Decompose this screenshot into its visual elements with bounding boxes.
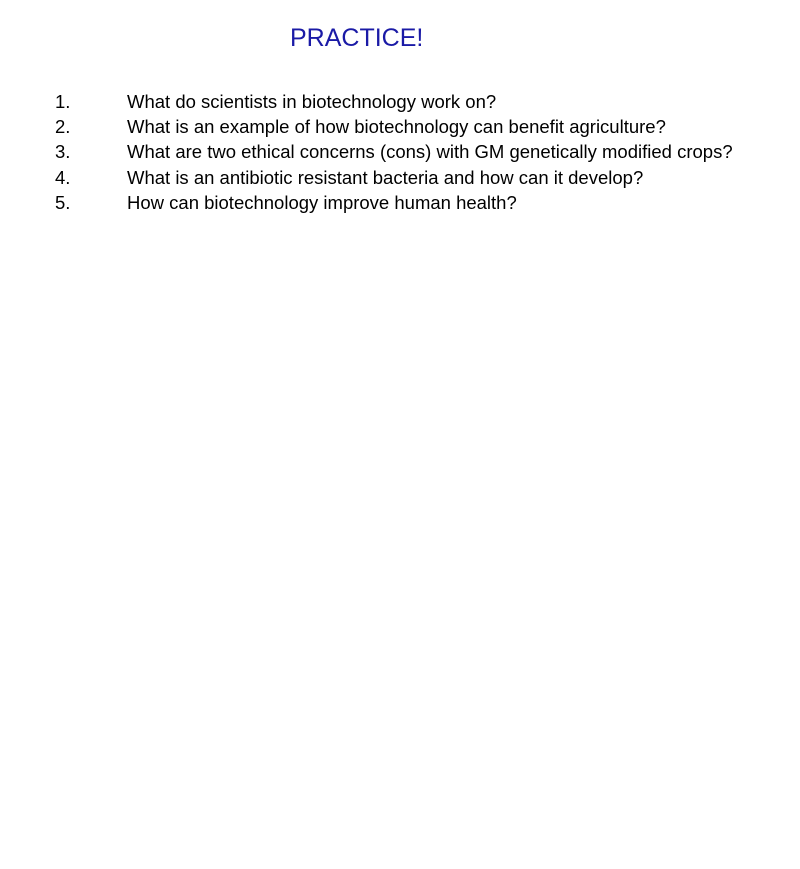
question-number: 5. [55,191,71,213]
question-text: What is an antibiotic resistant bacteria and how can it develop? [127,166,644,188]
question-number: 3. [55,141,71,163]
question-number: 1. [55,91,71,112]
question-text: What are two ethical concerns (cons) with GM genetically modified crops? [127,141,733,163]
question-item-1 [55,89,755,114]
question-number: 4. [55,166,71,188]
question-item-2 [55,114,755,139]
question-text: What is an example of how biotechnology can benefit agriculture? [127,116,666,138]
question-item-5 [55,190,755,215]
question-text: How can biotechnology improve human health? [127,191,517,213]
question-item-3 [55,139,755,164]
question-number: 2. [55,116,71,138]
question-text: What do scientists in biotechnology work on? [127,91,497,112]
question-list [55,89,755,215]
question-item-4 [55,165,755,190]
page-title: PRACTICE! [290,24,424,52]
